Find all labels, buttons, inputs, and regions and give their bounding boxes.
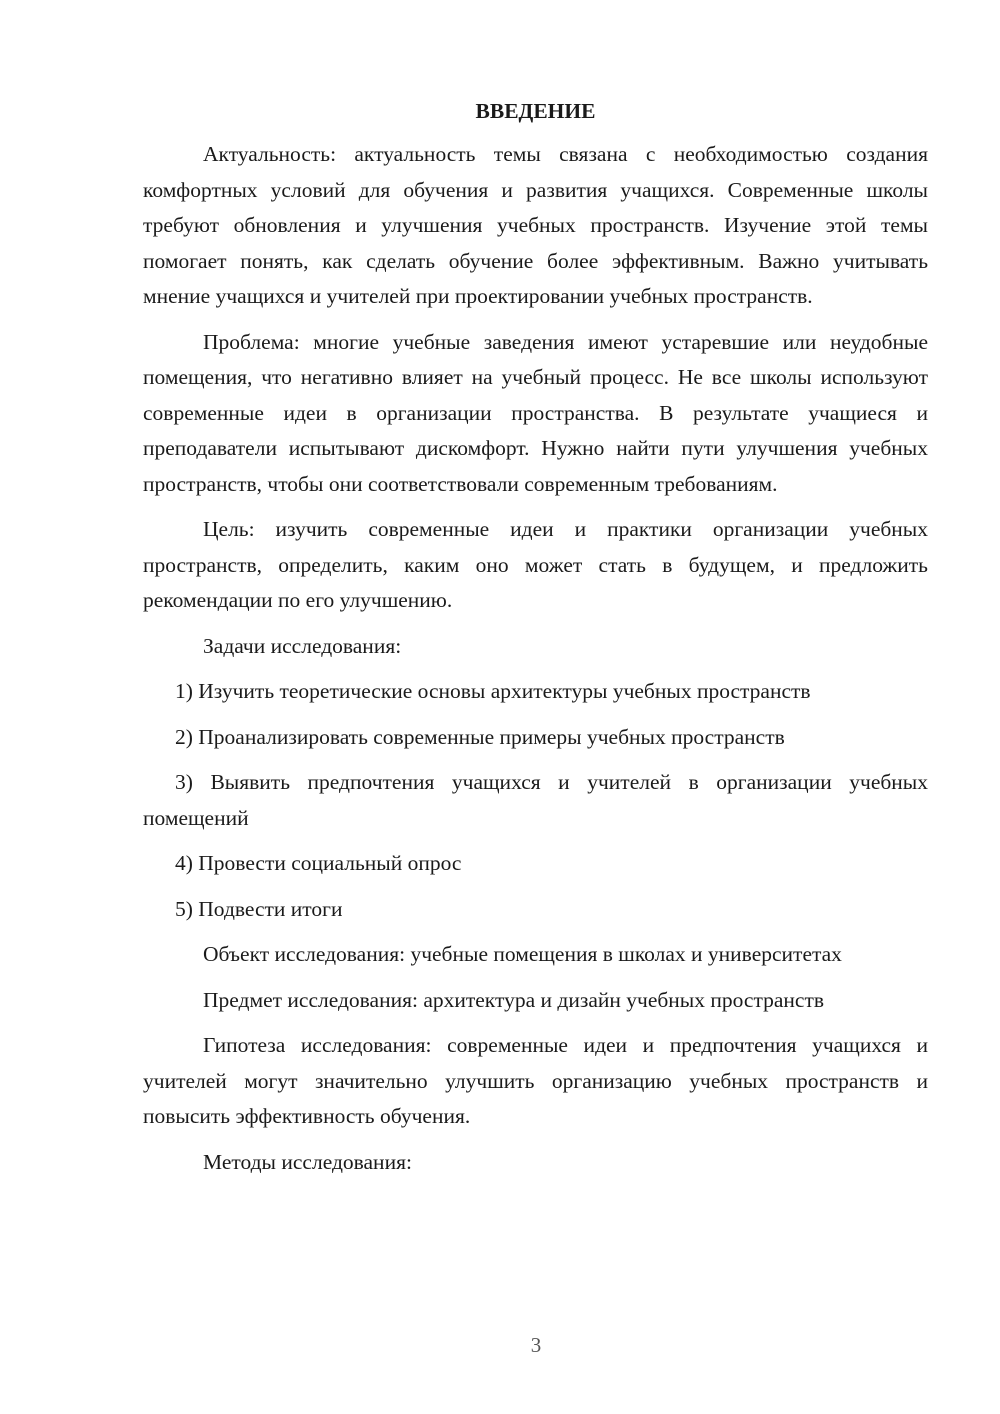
page-title: ВВЕДЕНИЕ xyxy=(475,99,596,123)
methods-heading: Методы исследования: xyxy=(203,1149,412,1174)
problem-paragraph: Проблема: многие учебные заведения имеют устаревшие или неудобные помещения, что негативно влияет на учебный процесс. Не все школы используют современные идеи в организации пространства. В результате учащиеся и преподаватели испытывают дискомфорт. Нужно найти пути улучшения учебных пространств, чтобы они соответствовали современным требованиям. xyxy=(143,329,928,496)
relevance-paragraph: Актуальность: актуальность темы связана с необходимостью создания комфортных условий для обучения и развития учащихся. Современные школы требуют обновления и улучшения учебных пространств. Изучение этой темы помогает понять, как сделать обучение более эффективным. Важно учитывать мнение учащихся и учителей при проектировании учебных пространств. xyxy=(143,142,928,308)
task-item-2: 2) Проанализировать современные примеры учебных пространств xyxy=(175,724,785,749)
task-item-3: 3) Выявить предпочтения учащихся и учителей в организации учебных помещений xyxy=(143,770,928,830)
document-page xyxy=(143,96,928,1190)
object-paragraph: Объект исследования: учебные помещения в школах и университетах xyxy=(203,942,842,966)
task-item-1: 1) Изучить теоретические основы архитектуры учебных пространств xyxy=(175,679,811,703)
tasks-list xyxy=(143,674,928,927)
task-item-5: 5) Подвести итоги xyxy=(175,896,343,921)
hypothesis-paragraph: Гипотеза исследования: современные идеи и предпочтения учащихся и учителей могут значительно улучшить организацию учебных пространств и повысить эффективность обучения. xyxy=(143,1033,928,1128)
tasks-heading: Задачи исследования: xyxy=(203,633,402,658)
page-number: 3 xyxy=(530,1333,542,1357)
task-item-4: 4) Провести социальный опрос xyxy=(175,851,462,875)
goal-paragraph: Цель: изучить современные идеи и практики организации учебных пространств, определить, каким оно может стать в будущем, и предложить рекомендации по его улучшению. xyxy=(143,517,928,612)
subject-paragraph: Предмет исследования: архитектура и дизайн учебных пространств xyxy=(203,987,825,1012)
